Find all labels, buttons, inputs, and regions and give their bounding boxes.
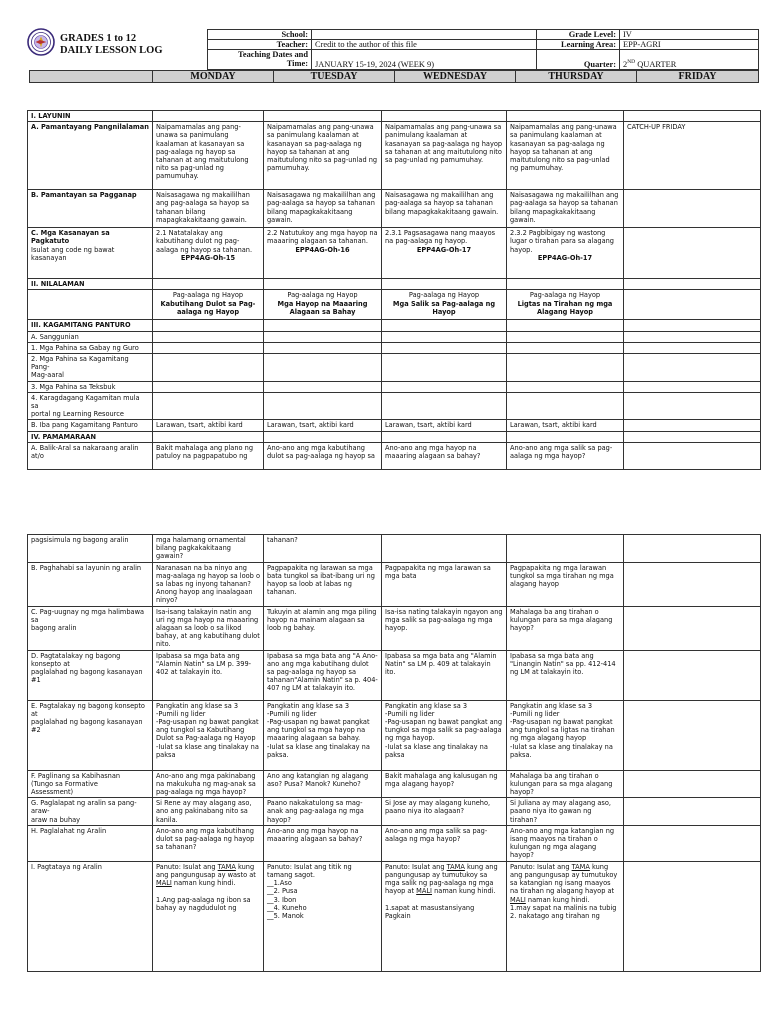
cell-tuesday: Ano-ano ang mga hayop na maaaring alagaan sa bahay? (264, 825, 382, 861)
cell-tuesday: Tukuyin at alamin ang mga piling hayop na mainam alagaan sa loob ng bahay. (264, 606, 382, 650)
row-label (28, 290, 153, 320)
cell-monday (153, 111, 264, 122)
word-mali: MALI (416, 887, 432, 896)
teacher-label: Teacher: (208, 40, 312, 50)
row-label: 4. Karagdagang Kagamitan mula sa portal ng Learning Resource (28, 392, 153, 420)
cell-friday (624, 354, 761, 382)
quarter-number: 2 (623, 60, 628, 69)
cell-monday (153, 381, 264, 392)
cell-friday (624, 535, 761, 563)
cell-friday (624, 825, 761, 861)
eval-thursday: Panuto: Isulat ang TAMA kung ang pangungusap ay tumutukoy sa katangian ng isang maayos na tirahan ng alagang hayop at MALI naman kung hindi. 1.may sapat na malinis na tubig 2. nakatago ang tirahan ng (507, 861, 624, 971)
content-topic: Pag-aalaga ng Hayop Mga Salik sa Pag-aalaga ng Hayop (392, 291, 496, 316)
cell-wednesday: Ano-ano ang mga salik sa pag-aalaga ng mga hayop? (382, 825, 507, 861)
row-label: B. Pamantayan sa Pagganap (28, 190, 153, 228)
table-row (28, 381, 761, 392)
table-row (28, 562, 761, 606)
cell-thursday (507, 535, 624, 563)
row-label: H. Paglalahat ng Aralin (28, 825, 153, 861)
row-label: B. Iba pang Kagamitang Panturo (28, 420, 153, 431)
cell-friday (624, 228, 761, 279)
eval-monday: Panuto: Isulat ang TAMA kung ang pangungusap ay wasto at MALI naman kung hindi. 1.Ang pag-aalaga ng ibon sa bahay ay nagdudulot ng (153, 861, 264, 971)
cell-monday (153, 279, 264, 290)
cell-thursday (507, 331, 624, 342)
cell-thursday (507, 290, 624, 320)
cell-tuesday: Paano nakakatulong sa mag-anak ang pag-aalaga ng mga hayop? (264, 798, 382, 826)
cell-wednesday (382, 392, 507, 420)
row-label: 3. Mga Pahina sa Teksbuk (28, 381, 153, 392)
eval-wednesday: Panuto: Isulat ang TAMA kung ang pangungusap ay tumutukoy sa mga salik ng pag-aalaga ng mga hayop at MALI naman kung hindi. 1.sapat at masustansiyang Pagkain (382, 861, 507, 971)
cell-tuesday: Pagpapakita ng larawan sa mga bata tungkol sa ibat-ibang uri ng hayop sa loob at labas ng tahanan. (264, 562, 382, 606)
cell-thursday (507, 279, 624, 290)
cell-tuesday (264, 392, 382, 420)
cell-thursday (507, 431, 624, 442)
row-label: 1. Mga Pahina sa Gabay ng Guro (28, 342, 153, 353)
learning-area-label: Learning Area: (537, 40, 620, 50)
table-row (28, 700, 761, 770)
table-row (28, 798, 761, 826)
table-row (28, 290, 761, 320)
cell-monday: Ipabasa sa mga bata ang "Alamin Natin" sa LM p. 399-402 at talakayin ito. (153, 650, 264, 700)
cell-tuesday: Naisasagawa ng makaililhan ang pag-aalaga sa hayop sa tahanan bilang mapagkakakitaang gawain. (264, 190, 382, 228)
cell-wednesday: Pangkatin ang klase sa 3 -Pumili ng lider -Pag-usapan ng bawat pangkat ang tungkol sa mga salik sa pag-aalaga ng mga hayop. -Iulat sa klase ang tinalakay na paksa (382, 700, 507, 770)
row-sublabel: Isulat ang code ng bawat kasanayan (31, 245, 115, 262)
grade-level-value: IV (620, 30, 759, 40)
table-row (28, 228, 761, 279)
cell-thursday (507, 381, 624, 392)
cell-tuesday: Pangkatin ang klase sa 3 -Pumili ng lider -Pag-usapan ng bawat pangkat ang tungkol sa mga hayop na maaaring alagaan sa bahay. -Iulat sa klase ang tinalakay na paksa. (264, 700, 382, 770)
cell-friday (624, 442, 761, 469)
cell-tuesday (264, 279, 382, 290)
cell-tuesday: Larawan, tsart, aktibi kard (264, 420, 382, 431)
document-title (60, 33, 163, 57)
cell-monday: Si Rene ay may alagang aso, ano ang pakinabang nito sa kanila. (153, 798, 264, 826)
cell-tuesday: 2.2 Natutukoy ang mga hayop na maaaring alagaan sa tahanan. EPP4AG-Oh-16 (264, 228, 382, 279)
day-header-wednesday: WEDNESDAY (395, 71, 516, 83)
content-topic: Pag-aalaga ng Hayop Kabutihang Dulot sa Pag-aalaga ng Hayop (160, 291, 256, 316)
cell-wednesday (382, 320, 507, 331)
cell-monday: Bakit mahalaga ang plano ng patuloy na pagpapatubo ng (153, 442, 264, 469)
word-tama: TAMA (217, 862, 236, 871)
cell-thursday: Ano-ano ang mga katangian ng isang maayos na tirahan o kulungan ng mga alagang hayop? (507, 825, 624, 861)
lesson-table-part-1 (27, 110, 761, 470)
cell-wednesday: Bakit mahalaga ang kalusugan ng mga alagang hayop? (382, 770, 507, 798)
cell-wednesday: Naipamamalas ang pang-unawa sa panimulang kaalaman at kasanayan sa pag-aalaga ng hayop sa tahanan at ang maitutulong nito sa pag-unlad ng pamumuhay. (382, 122, 507, 190)
cell-friday (624, 431, 761, 442)
day-header-tuesday: TUESDAY (274, 71, 395, 83)
row-label: III. KAGAMITANG PANTURO (28, 320, 153, 331)
cell-monday (153, 354, 264, 382)
cell-wednesday: Ipabasa sa mga bata ang "Alamin Natin" sa LM p. 409 at talakayin ito. (382, 650, 507, 700)
learning-area-value: EPP-AGRI (620, 40, 759, 50)
day-header-monday: MONDAY (153, 71, 274, 83)
quarter-value (620, 50, 759, 70)
cell-friday (624, 420, 761, 431)
cell-thursday: 2.3.2 Pagbibigay ng wastong lugar o tirahan para sa alagang hayop. EPP4AG-Oh-17 (507, 228, 624, 279)
content-topic: Pag-aalaga ng Hayop Mga Hayop na Maaaring Alagaan sa Bahay (277, 291, 368, 316)
cell-monday (153, 290, 264, 320)
table-row (28, 279, 761, 290)
day-header-thursday: THURSDAY (516, 71, 637, 83)
cell-tuesday (264, 320, 382, 331)
cell-thursday: Mahalaga ba ang tirahan o kulungan para sa mga alagang hayop? (507, 606, 624, 650)
cell-tuesday (264, 111, 382, 122)
teacher-value: Credit to the author of this file (312, 40, 537, 50)
cell-thursday: Pangkatin ang klase sa 3 -Pumili ng lider -Pag-usapan ng bawat pangkat ang tungkol sa ligtas na tirahan ng mga alagang hayop -Iulat sa klase ang tinalakay na paksa. (507, 700, 624, 770)
table-row (28, 442, 761, 469)
day-header-bar (29, 70, 759, 83)
cell-thursday (507, 354, 624, 382)
row-label: G. Paglalapat ng aralin sa pang-araw- araw na buhay (28, 798, 153, 826)
cell-wednesday: Larawan, tsart, aktibi kard (382, 420, 507, 431)
word-mali: MALI (510, 895, 526, 904)
content-topic: Pag-aalaga ng Hayop Ligtas na Tirahan ng mga Alagang Hayop (517, 291, 613, 316)
row-label: A. Balik-Aral sa nakaraang aralin at/o (28, 442, 153, 469)
cell-wednesday (382, 431, 507, 442)
cell-friday (624, 650, 761, 700)
cell-friday (624, 190, 761, 228)
cell-thursday (507, 111, 624, 122)
row-label: B. Paghahabi sa layunin ng aralin (28, 562, 153, 606)
cell-monday: Naipamamalas ang pang-unawa sa panimulang kaalaman at kasanayan sa pag-aalaga ng hayop sa tahanan at ang maitutulong nito sa pag-unlad ng pamumuhay. (153, 122, 264, 190)
cell-friday (624, 290, 761, 320)
cell-friday (624, 562, 761, 606)
eval-friday (624, 861, 761, 971)
cell-monday: 2.1 Natatalakay ang kabutihang dulot ng pag-aalaga ng hayop sa tahanan. EPP4AG-Oh-15 (153, 228, 264, 279)
row-label: D. Pagtatalakay ng bagong konsepto at paglalahad ng bagong kasanayan #1 (28, 650, 153, 700)
cell-friday (624, 381, 761, 392)
cell-wednesday (382, 111, 507, 122)
cell-tuesday (264, 331, 382, 342)
title-line-2: DAILY LESSON LOG (60, 45, 163, 56)
cell-monday: Isa-isang talakayin natin ang uri ng mga hayop na maaaring alagaan sa loob o sa likod bahay, at ang kabutihang dulot nito. (153, 606, 264, 650)
cell-tuesday (264, 381, 382, 392)
row-label: E. Pagtalakay ng bagong konsepto at paglalahad ng bagong kasanayan #2 (28, 700, 153, 770)
cell-monday (153, 392, 264, 420)
row-label: I. LAYUNIN (28, 111, 153, 122)
cell-monday (153, 320, 264, 331)
cell-friday (624, 606, 761, 650)
cell-wednesday (382, 354, 507, 382)
grade-level-label: Grade Level: (537, 30, 620, 40)
cell-wednesday: Naisasagawa ng makaililhan ang pag-aalaga sa hayop sa tahanan bilang mapagkakakitaang gawain. (382, 190, 507, 228)
cell-thursday: Ano-ano ang mga salik sa pag-aalaga ng mga hayop? (507, 442, 624, 469)
cell-thursday: Naisasagawa ng makaililhan ang pag-aalaga sa hayop sa tahanan bilang mapagkakakitaang gawain. (507, 190, 624, 228)
cell-monday (153, 431, 264, 442)
deped-seal-logo (27, 28, 55, 56)
table-row (28, 650, 761, 700)
cell-wednesday (382, 535, 507, 563)
cell-friday (624, 798, 761, 826)
row-label: IV. PAMAMARAAN (28, 431, 153, 442)
table-row (28, 861, 761, 971)
row-label: F. Paglinang sa Kabihasnan (Tungo sa Formative Assessment) (28, 770, 153, 798)
cell-friday (624, 770, 761, 798)
table-row (28, 111, 761, 122)
cell-thursday (507, 320, 624, 331)
cell-monday: Ano-ano ang mga pakinabang na makukuha ng mag-anak sa pag-aalaga ng mga hayop? (153, 770, 264, 798)
cell-wednesday (382, 342, 507, 353)
word-mali: MALI (156, 879, 172, 888)
cell-tuesday (264, 290, 382, 320)
table-row (28, 825, 761, 861)
day-header-friday: FRIDAY (637, 71, 759, 83)
table-row (28, 535, 761, 563)
cell-wednesday: Isa-isa nating talakayin ngayon ang mga salik sa pag-aalaga ng mga hayop. (382, 606, 507, 650)
day-header-blank (30, 71, 153, 83)
title-line-1: GRADES 1 to 12 (60, 33, 137, 44)
cell-thursday: Pagpapakita ng mga larawan tungkol sa mga tirahan ng mga alagang hayop (507, 562, 624, 606)
competency-code: EPP4AG-Oh-16 (295, 245, 350, 254)
cell-thursday (507, 342, 624, 353)
row-label: II. NILALAMAN (28, 279, 153, 290)
eval-tuesday: Panuto: Isulat ang titik ng tamang sagot. __1.Aso __2. Pusa __3. Ibon __4. Kuneho __5. Manok (264, 861, 382, 971)
cell-friday (624, 279, 761, 290)
table-row (28, 392, 761, 420)
cell-thursday: Mahalaga ba ang tirahan o kulungan para sa mga alagang hayop? (507, 770, 624, 798)
row-label: C. Mga Kasanayan sa Pagkatuto Isulat ang code ng bawat kasanayan (28, 228, 153, 279)
cell-monday: Naranasan na ba ninyo ang mag-aalaga ng hayop sa loob o sa labas ng inyong tahanan? Anong hayop ang inaalagaan ninyo? (153, 562, 264, 606)
cell-monday (153, 342, 264, 353)
table-row (28, 331, 761, 342)
competency-code: EPP4AG-Oh-15 (180, 253, 236, 262)
cell-wednesday (382, 290, 507, 320)
cell-monday: mga halamang ornamental bilang pagkakakitaang gawain? (153, 535, 264, 563)
quarter-suffix: ND (627, 59, 636, 66)
dates-label-line-1: Teaching Dates and (238, 50, 308, 59)
cell-wednesday (382, 279, 507, 290)
cell-friday: CATCH-UP FRIDAY (624, 122, 761, 190)
quarter-label: Quarter: (537, 50, 620, 70)
word-tama: TAMA (571, 862, 590, 871)
cell-monday: Pangkatin ang klase sa 3 -Pumili ng lider -Pag-usapan ng bawat pangkat ang tungkol sa Kabutihang Dulot sa Pag-aalaga ng Hayop -Iulat sa klase ang tinalakay na paksa (153, 700, 264, 770)
table-row (28, 320, 761, 331)
cell-monday (153, 331, 264, 342)
row-label: 2. Mga Pahina sa Kagamitang Pang- Mag-aaral (28, 354, 153, 382)
cell-monday: Naisasagawa ng makaililhan ang pag-aalaga sa hayop sa tahanan bilang mapagkakakitaang gawain. (153, 190, 264, 228)
cell-thursday (507, 392, 624, 420)
cell-monday: Ano-ano ang mga kabutihang dulot sa pag-aalaga ng hayop sa tahanan? (153, 825, 264, 861)
table-row (28, 342, 761, 353)
header-info-table (207, 29, 759, 70)
cell-thursday: Naipamamalas ang pang-unawa sa panimulang kaalaman at kasanayan sa pag-aalaga ng hayop sa tahanan at ang maitutulong nito sa pag-unlad ng pamumuhay. (507, 122, 624, 190)
table-row (28, 606, 761, 650)
cell-wednesday: 2.3.1 Pagsasagawa nang maayos na pag-aalaga ng hayop. EPP4AG-Oh-17 (382, 228, 507, 279)
dates-value: JANUARY 15-19, 2024 (WEEK 9) (312, 50, 537, 70)
cell-friday (624, 392, 761, 420)
school-label: School: (208, 30, 312, 40)
cell-wednesday (382, 331, 507, 342)
table-row (28, 122, 761, 190)
cell-tuesday: Naipamamalas ang pang-unawa sa panimulang kaalaman at kasanayan sa pag-aalaga ng hayop sa tahanan at ang maitutulong nito sa pag-unlad ng pamumuhay. (264, 122, 382, 190)
word-tama: TAMA (446, 862, 465, 871)
competency-code: EPP4AG-Oh-17 (537, 253, 593, 262)
cell-wednesday: Pagpapakita ng mga larawan sa mga bata (382, 562, 507, 606)
row-label: I. Pagtataya ng Aralin (28, 861, 153, 971)
cell-thursday: Larawan, tsart, aktibi kard (507, 420, 624, 431)
table-row (28, 354, 761, 382)
dates-label-line-2: Time: (286, 59, 308, 68)
cell-thursday: Ipabasa sa mga bata ang "Linangin Natin" sa pp. 412-414 ng LM at talakayin ito. (507, 650, 624, 700)
cell-friday (624, 342, 761, 353)
row-label: C. Pag-uugnay ng mga halimbawa sa bagong aralin (28, 606, 153, 650)
dates-label (208, 50, 312, 70)
cell-friday (624, 111, 761, 122)
cell-tuesday (264, 342, 382, 353)
table-row (28, 431, 761, 442)
cell-wednesday: Si Jose ay may alagang kuneho, paano niya ito alagaan? (382, 798, 507, 826)
cell-wednesday: Ano-ano ang mga hayop na maaaring alagaan sa bahay? (382, 442, 507, 469)
row-label: A. Pamantayang Pangnilalaman (28, 122, 153, 190)
cell-tuesday: Ipabasa sa mga bata ang "A Ano-ano ang mga kabutihang dulot sa pag-aalaga ng hayop sa tahanan"Alamin Natin" sa p. 404-407 ng LM at talakayin ito. (264, 650, 382, 700)
cell-friday (624, 700, 761, 770)
row-label: pagsisimula ng bagong aralin (28, 535, 153, 563)
cell-monday: Larawan, tsart, aktibi kard (153, 420, 264, 431)
table-row (28, 420, 761, 431)
cell-tuesday: Ano ang katangian ng alagang aso? Pusa? Manok? Kuneho? (264, 770, 382, 798)
lesson-table-part-2 (27, 534, 761, 972)
cell-friday (624, 320, 761, 331)
cell-tuesday: tahanan? (264, 535, 382, 563)
cell-tuesday (264, 354, 382, 382)
cell-tuesday: Ano-ano ang mga kabutihang dulot sa pag-aalaga ng hayop sa (264, 442, 382, 469)
quarter-word: QUARTER (635, 60, 677, 69)
cell-thursday: Si Juliana ay may alagang aso, paano niya ito gawan ng tirahan? (507, 798, 624, 826)
cell-friday (624, 331, 761, 342)
cell-wednesday (382, 381, 507, 392)
row-label: A. Sanggunian (28, 331, 153, 342)
competency-code: EPP4AG-Oh-17 (416, 245, 472, 254)
cell-tuesday (264, 431, 382, 442)
school-value (312, 30, 537, 40)
table-row (28, 770, 761, 798)
table-row (28, 190, 761, 228)
